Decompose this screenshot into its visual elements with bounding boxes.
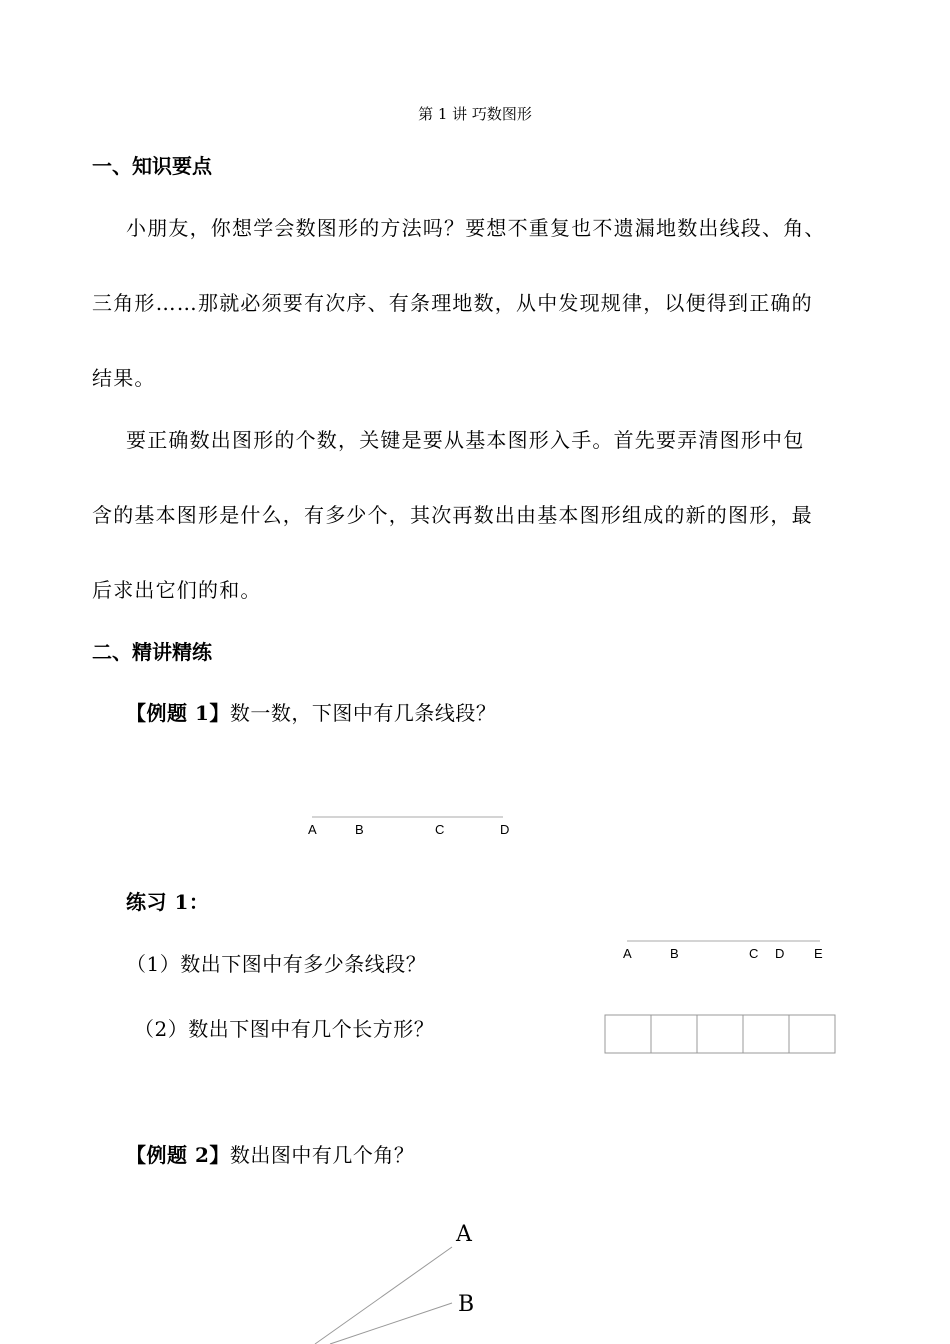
practice1-q2: （2）数出下图中有几个长方形？ bbox=[134, 1017, 435, 1041]
example1-text: 数一数，下图中有几条线段？ bbox=[229, 701, 497, 725]
paragraph-line: 小朋友，你想学会数图形的方法吗？要想不重复也不遗漏地数出线段、角、 bbox=[126, 216, 826, 240]
point-label-a: A bbox=[623, 946, 632, 961]
example2-text: 数出图中有几个角？ bbox=[229, 1143, 415, 1167]
example2-label: 【例题 2】 bbox=[126, 1143, 230, 1167]
paragraph-line: 三角形……那就必须要有次序、有条理地数，从中发现规律，以便得到正确的 bbox=[92, 291, 813, 315]
point-label-c: C bbox=[749, 946, 759, 961]
section-heading-practice: 二、精讲精练 bbox=[92, 640, 212, 664]
angle-point-label-b: B bbox=[458, 1292, 475, 1317]
point-label-e: E bbox=[814, 946, 823, 961]
angle-point-label-a: A bbox=[456, 1222, 472, 1247]
point-label-b: B bbox=[355, 822, 364, 837]
point-label-b: B bbox=[670, 946, 679, 961]
paragraph-line: 含的基本图形是什么，有多少个，其次再数出由基本图形组成的新的图形，最 bbox=[92, 503, 813, 527]
section-heading-knowledge: 一、知识要点 bbox=[92, 154, 212, 178]
practice1-q1: （1）数出下图中有多少条线段？ bbox=[126, 952, 427, 976]
example1-question bbox=[126, 697, 496, 726]
paragraph-line: 结果。 bbox=[92, 366, 156, 390]
example2-question bbox=[126, 1139, 414, 1168]
paragraph-line: 后求出它们的和。 bbox=[92, 578, 262, 602]
point-label-a: A bbox=[308, 822, 317, 837]
point-label-d: D bbox=[500, 822, 510, 837]
page-title: 第 1 讲 巧数图形 bbox=[418, 105, 532, 123]
practice1-label: 练习 1： bbox=[126, 890, 210, 914]
point-label-c: C bbox=[435, 822, 445, 837]
example1-label: 【例题 1】 bbox=[126, 701, 230, 725]
point-label-d: D bbox=[775, 946, 785, 961]
paragraph-line: 要正确数出图形的个数，关键是要从基本图形入手。首先要弄清图形中包 bbox=[126, 428, 805, 452]
